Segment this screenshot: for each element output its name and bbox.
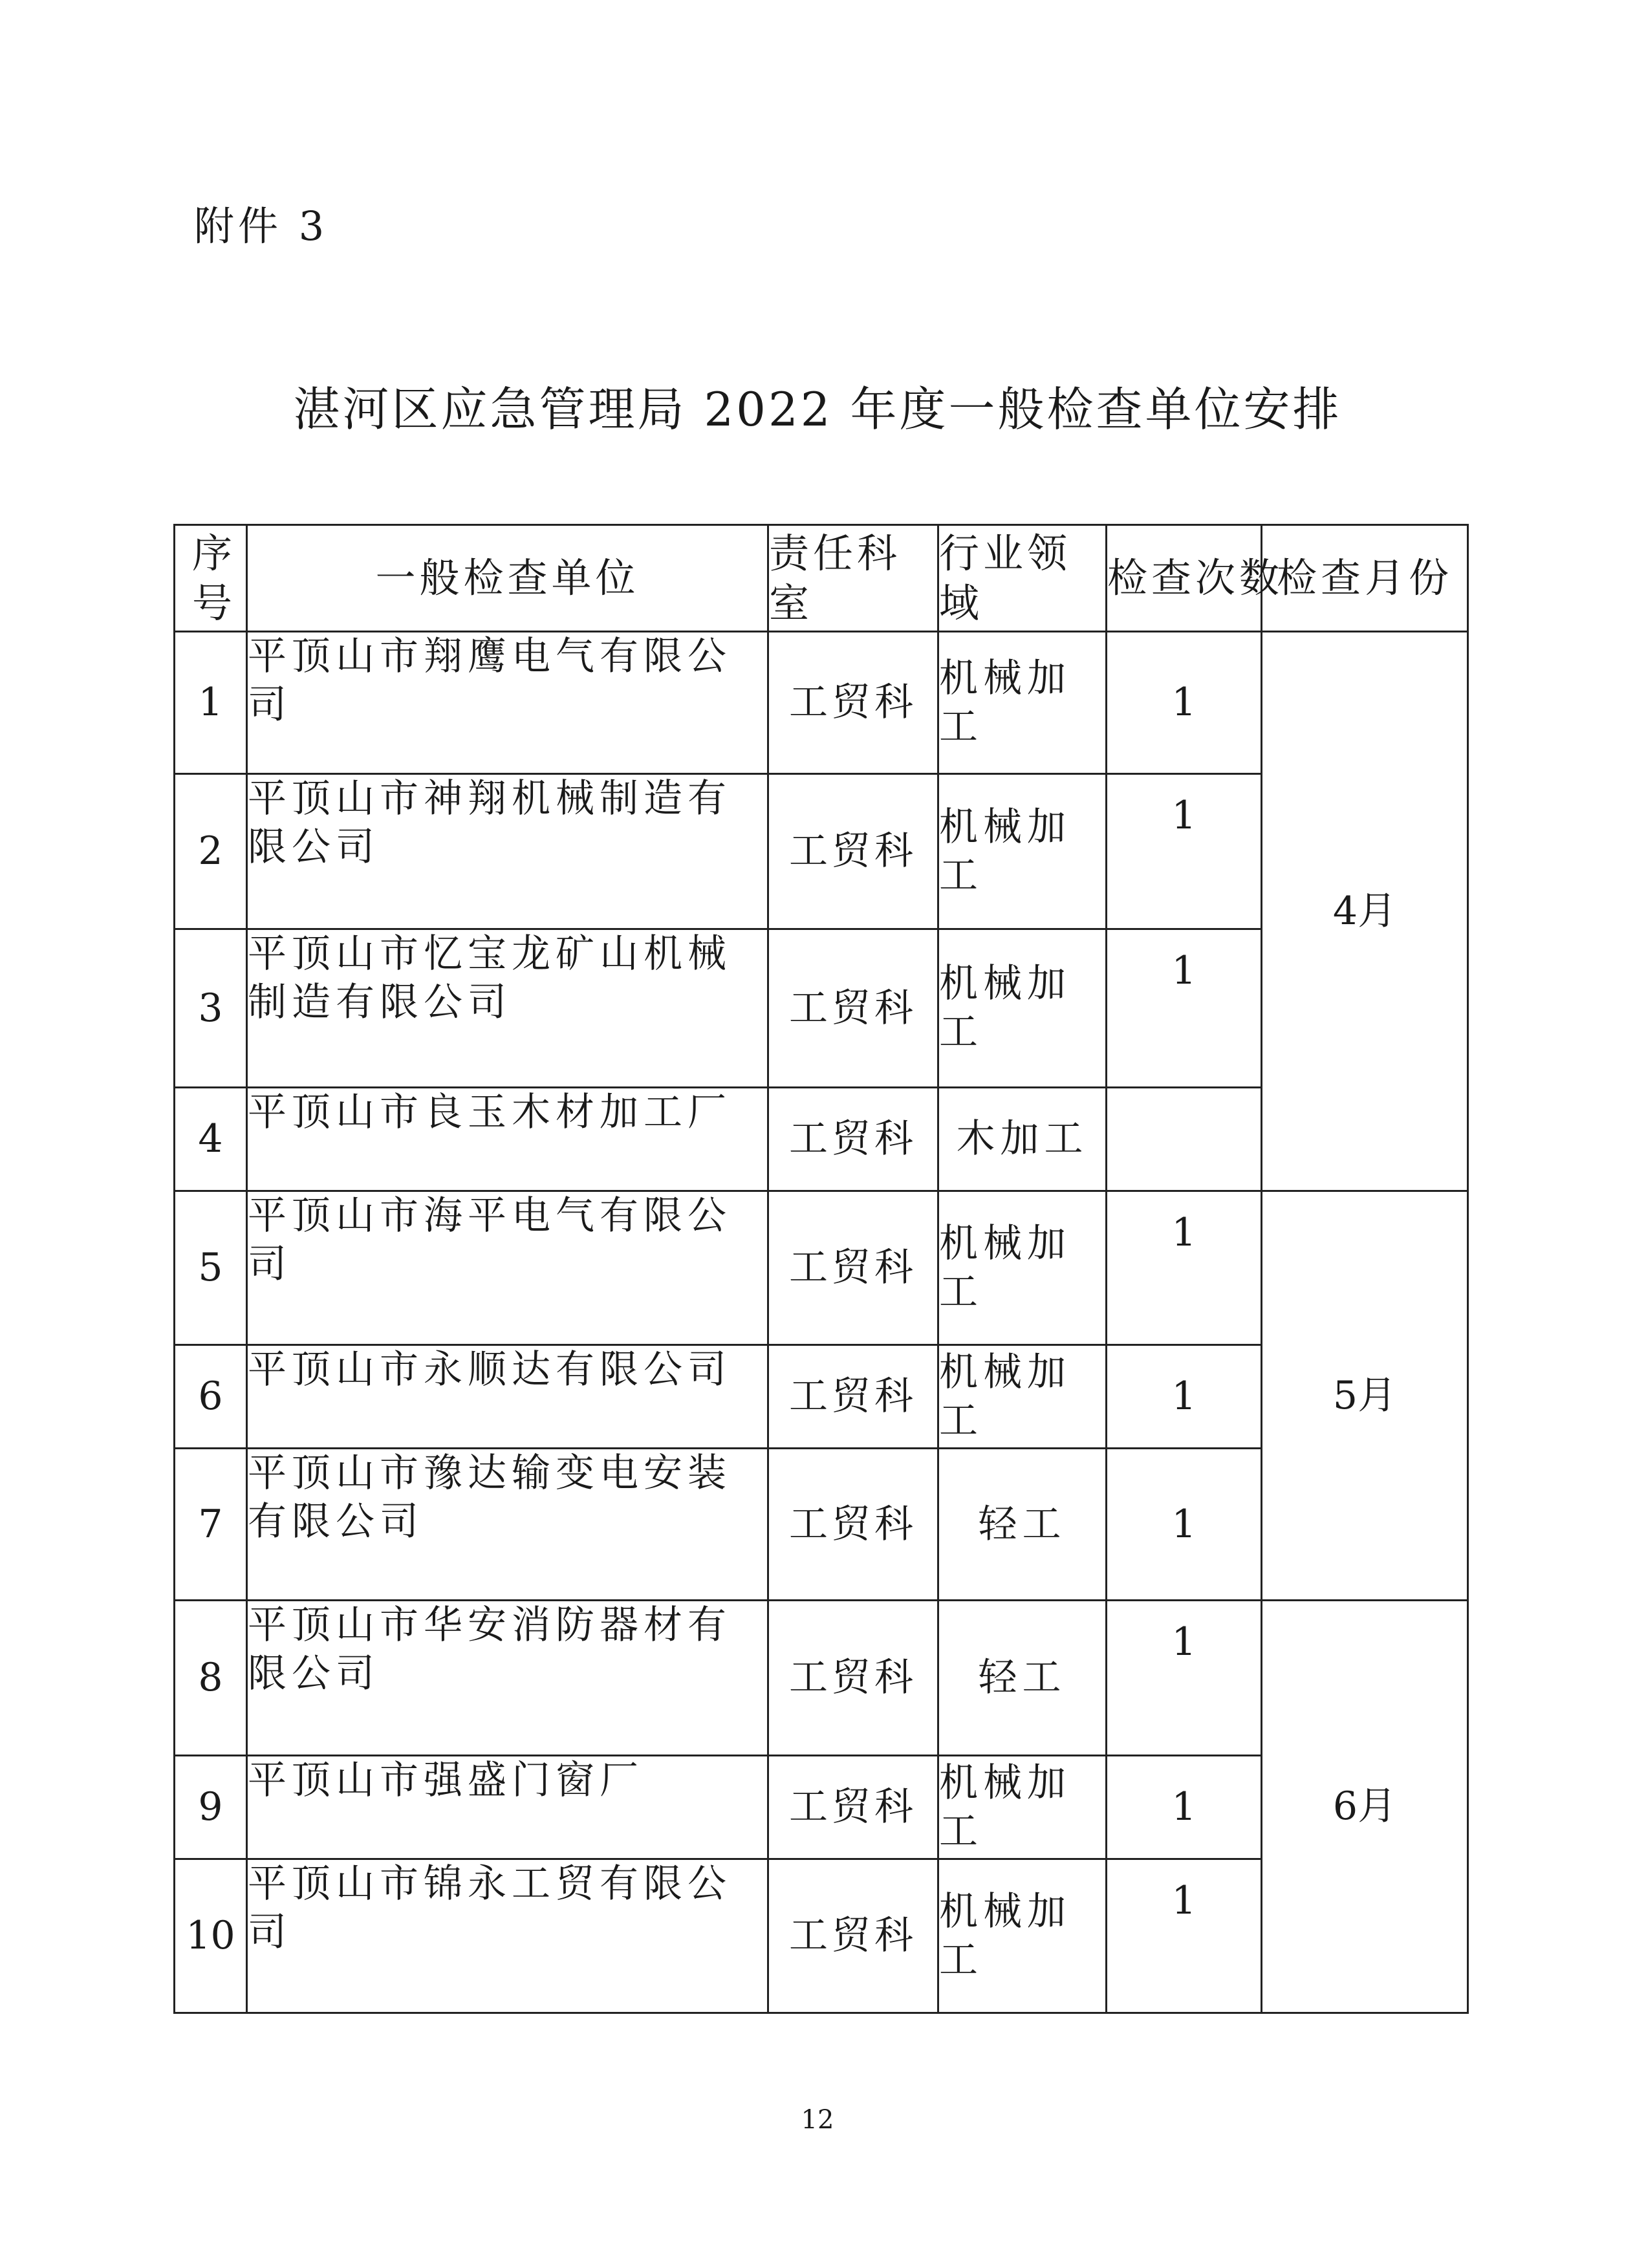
row-dept: 工贸科 (768, 929, 938, 1088)
row-unit: 平顶山市翔鹰电气有限公司 (247, 632, 768, 774)
row-industry: 轻工 (938, 1449, 1107, 1601)
row-count: 1 (1107, 1859, 1262, 2013)
header-industry: 行业领域 (938, 525, 1107, 632)
row-industry: 木加工 (938, 1088, 1107, 1191)
row-industry: 机械加工 (938, 929, 1107, 1088)
month-group-may: 5月 (1262, 1191, 1468, 1601)
row-count: 1 (1107, 1449, 1262, 1601)
row-dept: 工贸科 (768, 1859, 938, 2013)
row-count: 1 (1107, 1345, 1262, 1449)
row-industry: 轻工 (938, 1601, 1107, 1756)
row-industry: 机械加工 (938, 774, 1107, 929)
row-count: 1 (1107, 929, 1262, 1088)
row-seq: 2 (175, 774, 247, 929)
table-header-row (175, 525, 1468, 632)
page-number: 12 (801, 2105, 834, 2135)
row-unit: 平顶山市忆宝龙矿山机械制造有限公司 (247, 929, 768, 1088)
row-industry: 机械加工 (938, 1756, 1107, 1859)
row-unit: 平顶山市豫达输变电安装有限公司 (247, 1449, 768, 1601)
row-industry: 机械加工 (938, 1191, 1107, 1345)
row-count (1107, 1088, 1262, 1191)
row-unit: 平顶山市永顺达有限公司 (247, 1345, 768, 1449)
row-seq: 10 (175, 1859, 247, 2013)
row-industry: 机械加工 (938, 632, 1107, 774)
row-industry: 机械加工 (938, 1859, 1107, 2013)
document-title: 湛河区应急管理局 2022 年度一般检查单位安排 (293, 382, 1342, 437)
table-row (175, 1601, 1468, 1756)
row-dept: 工贸科 (768, 1449, 938, 1601)
table-row (175, 1191, 1468, 1345)
row-dept: 工贸科 (768, 1756, 938, 1859)
row-dept: 工贸科 (768, 1345, 938, 1449)
row-dept: 工贸科 (768, 632, 938, 774)
header-unit: 一般检查单位 (247, 525, 768, 632)
row-unit: 平顶山市强盛门窗厂 (247, 1756, 768, 1859)
row-seq: 1 (175, 632, 247, 774)
attachment-label: 附件 3 (194, 202, 329, 250)
row-unit: 平顶山市良玉木材加工厂 (247, 1088, 768, 1191)
inspection-schedule-table (173, 524, 1469, 2014)
row-unit: 平顶山市锦永工贸有限公司 (247, 1859, 768, 2013)
row-seq: 9 (175, 1756, 247, 1859)
header-dept: 责任科室 (768, 525, 938, 632)
row-count: 1 (1107, 1191, 1262, 1345)
row-count: 1 (1107, 1756, 1262, 1859)
month-group-june: 6月 (1262, 1601, 1468, 2013)
row-industry: 机械加工 (938, 1345, 1107, 1449)
row-dept: 工贸科 (768, 1601, 938, 1756)
row-unit: 平顶山市海平电气有限公司 (247, 1191, 768, 1345)
row-dept: 工贸科 (768, 1088, 938, 1191)
row-seq: 7 (175, 1449, 247, 1601)
row-unit: 平顶山市神翔机械制造有限公司 (247, 774, 768, 929)
row-count: 1 (1107, 632, 1262, 774)
row-seq: 3 (175, 929, 247, 1088)
header-month: 检查月份 (1262, 525, 1468, 632)
row-seq: 6 (175, 1345, 247, 1449)
row-unit: 平顶山市华安消防器材有限公司 (247, 1601, 768, 1756)
header-count: 检查次数 (1107, 525, 1262, 632)
month-group-april: 4月 (1262, 632, 1468, 1191)
row-dept: 工贸科 (768, 774, 938, 929)
row-seq: 4 (175, 1088, 247, 1191)
header-seq: 序号 (175, 525, 247, 632)
row-count: 1 (1107, 774, 1262, 929)
row-dept: 工贸科 (768, 1191, 938, 1345)
table-row (175, 632, 1468, 774)
row-count: 1 (1107, 1601, 1262, 1756)
row-seq: 8 (175, 1601, 247, 1756)
row-seq: 5 (175, 1191, 247, 1345)
